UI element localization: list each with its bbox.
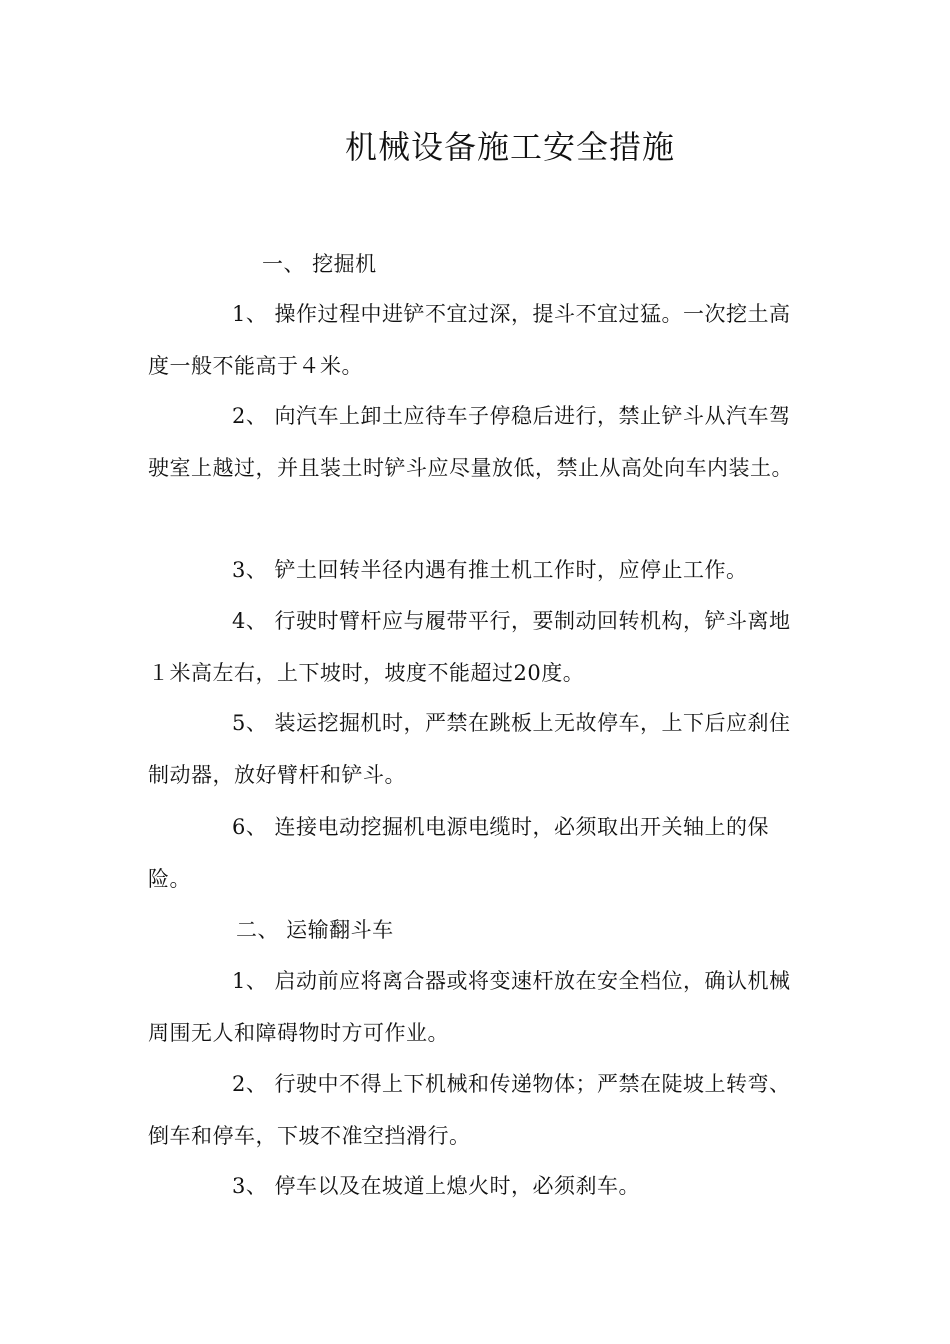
paragraph-excavator-2: 2、 向汽车上卸土应待车子停稳后进行，禁止铲斗从汽车驾驶室上越过，并且装土时铲斗应尽量放低，禁止从高处向车内装土。 [148, 404, 793, 480]
document-title: 机械设备施工安全措施 [344, 128, 675, 166]
paragraph-excavator-6: 6、 连接电动挖掘机电源电缆时，必须取出开关轴上的保险。 [148, 815, 770, 891]
paragraph-truck-3: 3、 停车以及在坡道上熄火时，必须刹车。 [232, 1174, 641, 1198]
paragraph-truck-1: 1、 启动前应将离合器或将变速杆放在安全档位，确认机械周围无人和障碍物时方可作业。 [148, 969, 791, 1045]
section-heading-dump-truck: 二、 运输翻斗车 [236, 918, 394, 942]
paragraph-excavator-4: 4、 行驶时臂杆应与履带平行，要制动回转机构，铲斗离地１米高左右，上下坡时，坡度不能超过20度。 [148, 609, 791, 685]
paragraph-excavator-5: 5、 装运挖掘机时，严禁在跳板上无故停车，上下后应刹住制动器，放好臂杆和铲斗。 [148, 711, 791, 787]
paragraph-excavator-1: 1、 操作过程中进铲不宜过深，提斗不宜过猛。一次挖土高度一般不能高于４米。 [148, 302, 791, 378]
paragraph-excavator-3: 3、 铲土回转半径内遇有推土机工作时，应停止工作。 [232, 558, 748, 582]
paragraph-truck-2: 2、 行驶中不得上下机械和传递物体；严禁在陡坡上转弯、倒车和停车，下坡不准空挡滑行。 [148, 1072, 791, 1148]
section-heading-excavator: 一、 挖掘机 [262, 252, 377, 276]
